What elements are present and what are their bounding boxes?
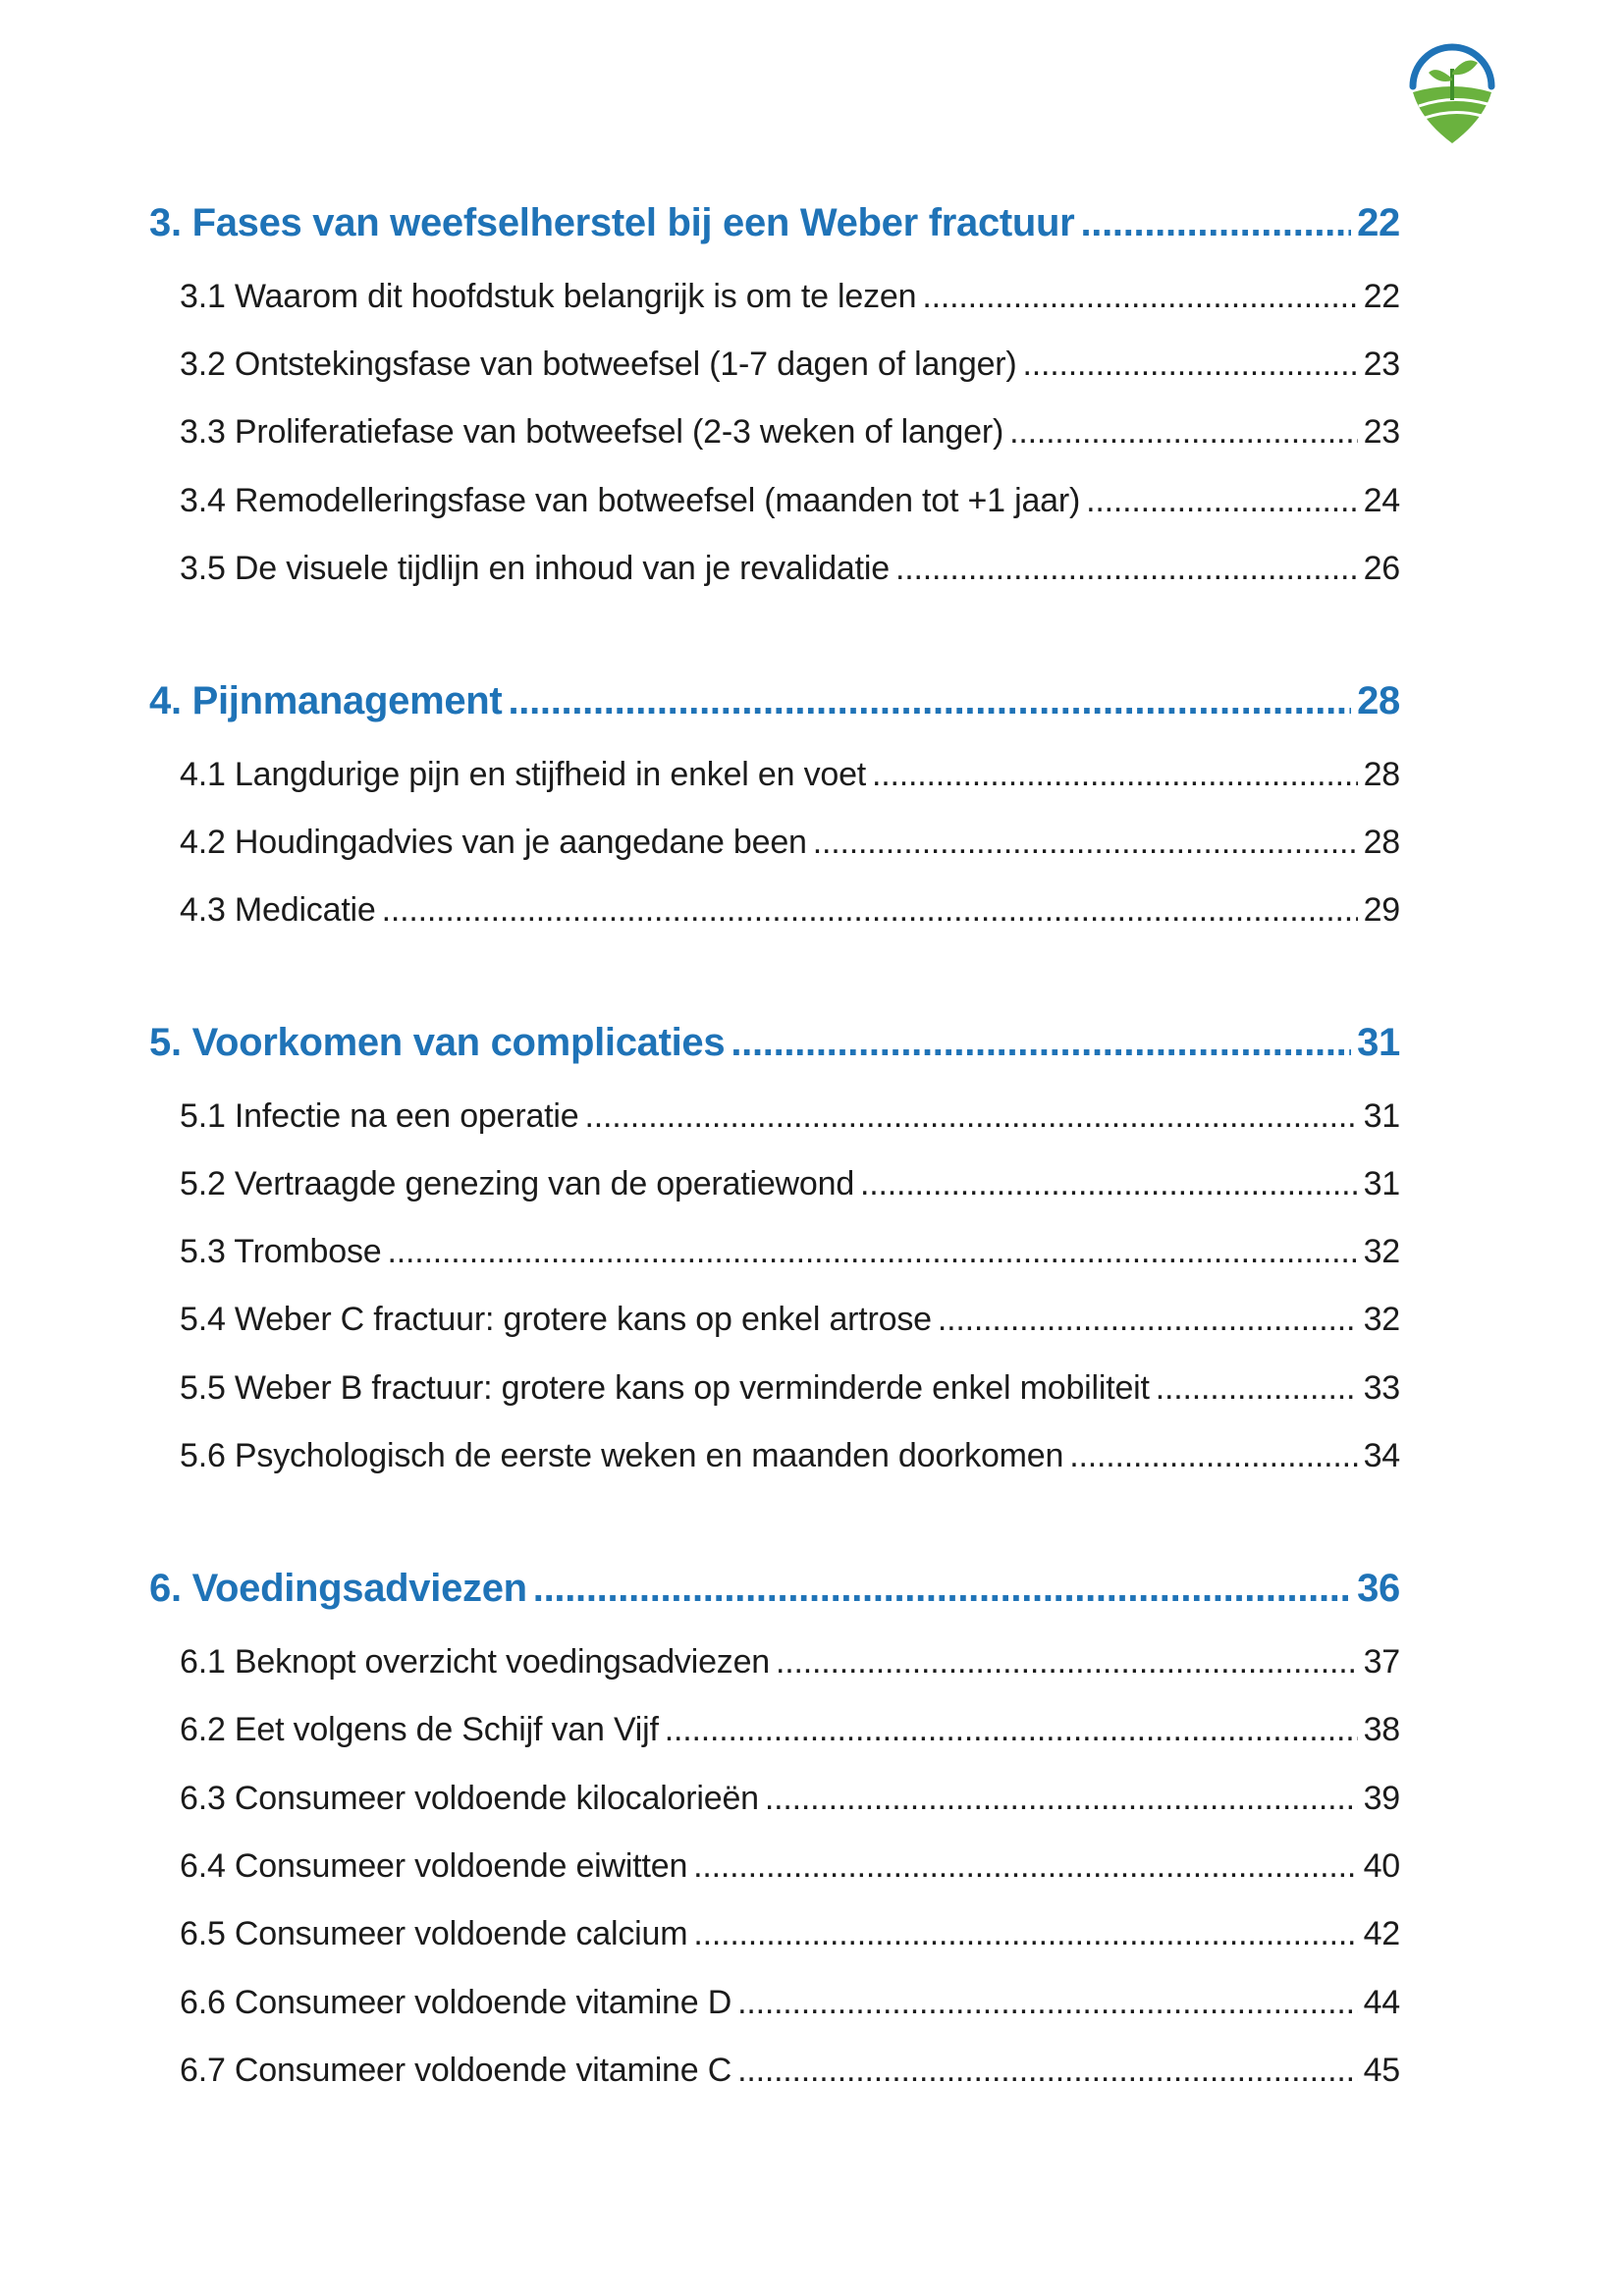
dot-leader (731, 1021, 1351, 1065)
toc-entry-3-2[interactable] (180, 346, 1400, 389)
toc-chapter-5[interactable] (149, 1021, 1400, 1076)
dot-leader (895, 550, 1358, 588)
toc-page-number: 31 (1363, 1097, 1400, 1135)
dot-leader (1156, 1369, 1358, 1408)
toc-entry-3-4[interactable] (180, 482, 1400, 525)
toc-entry-5-1[interactable] (180, 1097, 1400, 1141)
toc-page-number: 22 (1363, 278, 1400, 315)
toc-page-number: 28 (1357, 679, 1400, 722)
toc-entry-title: 6.7 Consumeer voldoende vitamine C (180, 2052, 732, 2089)
dot-leader (1080, 201, 1351, 245)
toc-page-number: 24 (1363, 482, 1400, 519)
toc-page-number: 32 (1363, 1233, 1400, 1270)
toc-entry-title: 4.3 Medicatie (180, 891, 376, 929)
toc-entry-title: 6.2 Eet volgens de Schijf van Vijf (180, 1711, 659, 1748)
toc-entry-title: 3.3 Proliferatiefase van botweefsel (2-3 weken of langer) (180, 413, 1004, 451)
toc-page-number: 39 (1363, 1780, 1400, 1817)
toc-page-number: 33 (1363, 1369, 1400, 1407)
dot-leader (813, 824, 1358, 862)
toc-entry-title: 5.2 Vertraagde genezing van de operatiewond (180, 1165, 855, 1202)
toc-page-number: 23 (1363, 413, 1400, 451)
dot-leader (922, 278, 1357, 316)
toc-entry-title: 3.2 Ontstekingsfase van botweefsel (1-7 dagen of langer) (180, 346, 1017, 383)
toc-page-number: 36 (1357, 1567, 1400, 1610)
dot-leader (737, 2052, 1358, 2090)
toc-page-number: 22 (1357, 201, 1400, 244)
dot-leader (665, 1711, 1358, 1749)
toc-entry-title: 5.1 Infectie na een operatie (180, 1097, 579, 1135)
dot-leader (508, 679, 1351, 723)
toc-page-number: 37 (1363, 1643, 1400, 1681)
toc-chapter-4[interactable] (149, 679, 1400, 734)
toc-page-number: 45 (1363, 2052, 1400, 2089)
toc-chapter-title: 6. Voedingsadviezen (149, 1567, 527, 1610)
toc-entry-3-3[interactable] (180, 413, 1400, 456)
toc-page-number: 28 (1363, 824, 1400, 861)
toc-entry-title: 5.6 Psychologisch de eerste weken en maanden doorkomen (180, 1437, 1064, 1474)
toc-page-number: 31 (1357, 1021, 1400, 1064)
dot-leader (1069, 1437, 1357, 1475)
toc-entry-title: 5.4 Weber C fractuur: grotere kans op enkel artrose (180, 1301, 932, 1338)
dot-leader (1023, 346, 1358, 384)
toc-page-number: 42 (1363, 1915, 1400, 1952)
toc-entry-3-5[interactable] (180, 550, 1400, 593)
dot-leader (737, 1984, 1358, 2022)
toc-entry-title: 4.1 Langdurige pijn en stijfheid in enkel en voet (180, 756, 867, 793)
toc-entry-4-3[interactable] (180, 891, 1400, 934)
toc-entry-5-3[interactable] (180, 1233, 1400, 1276)
dot-leader (388, 1233, 1358, 1271)
toc-page-number: 34 (1363, 1437, 1400, 1474)
dot-leader (776, 1643, 1358, 1682)
toc-entry-title: 3.4 Remodelleringsfase van botweefsel (maanden tot +1 jaar) (180, 482, 1081, 519)
dot-leader (584, 1097, 1357, 1136)
toc-entry-6-4[interactable] (180, 1847, 1400, 1891)
dot-leader (765, 1780, 1358, 1818)
toc-page-number: 38 (1363, 1711, 1400, 1748)
toc-entry-5-5[interactable] (180, 1369, 1400, 1413)
toc-page-number: 29 (1363, 891, 1400, 929)
toc-entry-3-1[interactable] (180, 278, 1400, 321)
dot-leader (533, 1567, 1351, 1611)
toc-entry-title: 6.3 Consumeer voldoende kilocalorieën (180, 1780, 759, 1817)
toc-entry-title: 5.5 Weber B fractuur: grotere kans op verminderde enkel mobiliteit (180, 1369, 1150, 1407)
toc-page-number: 40 (1363, 1847, 1400, 1885)
toc-page-number: 26 (1363, 550, 1400, 587)
toc-entry-title: 6.1 Beknopt overzicht voedingsadviezen (180, 1643, 771, 1681)
toc-entry-6-6[interactable] (180, 1984, 1400, 2027)
dot-leader (1086, 482, 1357, 520)
toc-entry-title: 6.4 Consumeer voldoende eiwitten (180, 1847, 688, 1885)
toc-chapter-title: 5. Voorkomen van complicaties (149, 1021, 726, 1064)
toc-page-number: 32 (1363, 1301, 1400, 1338)
toc-entry-title: 3.5 De visuele tijdlijn en inhoud van je revalidatie (180, 550, 890, 587)
dot-leader (382, 891, 1358, 930)
toc-chapter-title: 3. Fases van weefselherstel bij een Weber fractuur (149, 201, 1075, 244)
dot-leader (1009, 413, 1358, 452)
toc-entry-6-5[interactable] (180, 1915, 1400, 1958)
toc-page-number: 23 (1363, 346, 1400, 383)
toc-entry-6-7[interactable] (180, 2052, 1400, 2095)
dot-leader (872, 756, 1358, 794)
dot-leader (860, 1165, 1358, 1203)
toc-page-number: 44 (1363, 1984, 1400, 2021)
toc-chapter-3[interactable] (149, 201, 1400, 256)
toc-entry-6-2[interactable] (180, 1711, 1400, 1754)
toc-entry-5-4[interactable] (180, 1301, 1400, 1344)
toc-chapter-6[interactable] (149, 1567, 1400, 1622)
toc-entry-4-2[interactable] (180, 824, 1400, 867)
toc-entry-title: 3.1 Waarom dit hoofdstuk belangrijk is om te lezen (180, 278, 917, 315)
toc-entry-title: 6.6 Consumeer voldoende vitamine D (180, 1984, 732, 2021)
toc-page-number: 28 (1363, 756, 1400, 793)
toc-entry-title: 5.3 Trombose (180, 1233, 382, 1270)
toc-entry-title: 6.5 Consumeer voldoende calcium (180, 1915, 688, 1952)
toc-entry-4-1[interactable] (180, 756, 1400, 799)
toc-entry-6-3[interactable] (180, 1780, 1400, 1823)
toc-page-number: 31 (1363, 1165, 1400, 1202)
dot-leader (693, 1915, 1357, 1953)
toc-entry-5-2[interactable] (180, 1165, 1400, 1208)
toc-entry-5-6[interactable] (180, 1437, 1400, 1480)
toc-entry-6-1[interactable] (180, 1643, 1400, 1686)
toc-entry-title: 4.2 Houdingadvies van je aangedane been (180, 824, 807, 861)
dot-leader (693, 1847, 1357, 1886)
toc-chapter-title: 4. Pijnmanagement (149, 679, 503, 722)
dot-leader (938, 1301, 1358, 1339)
